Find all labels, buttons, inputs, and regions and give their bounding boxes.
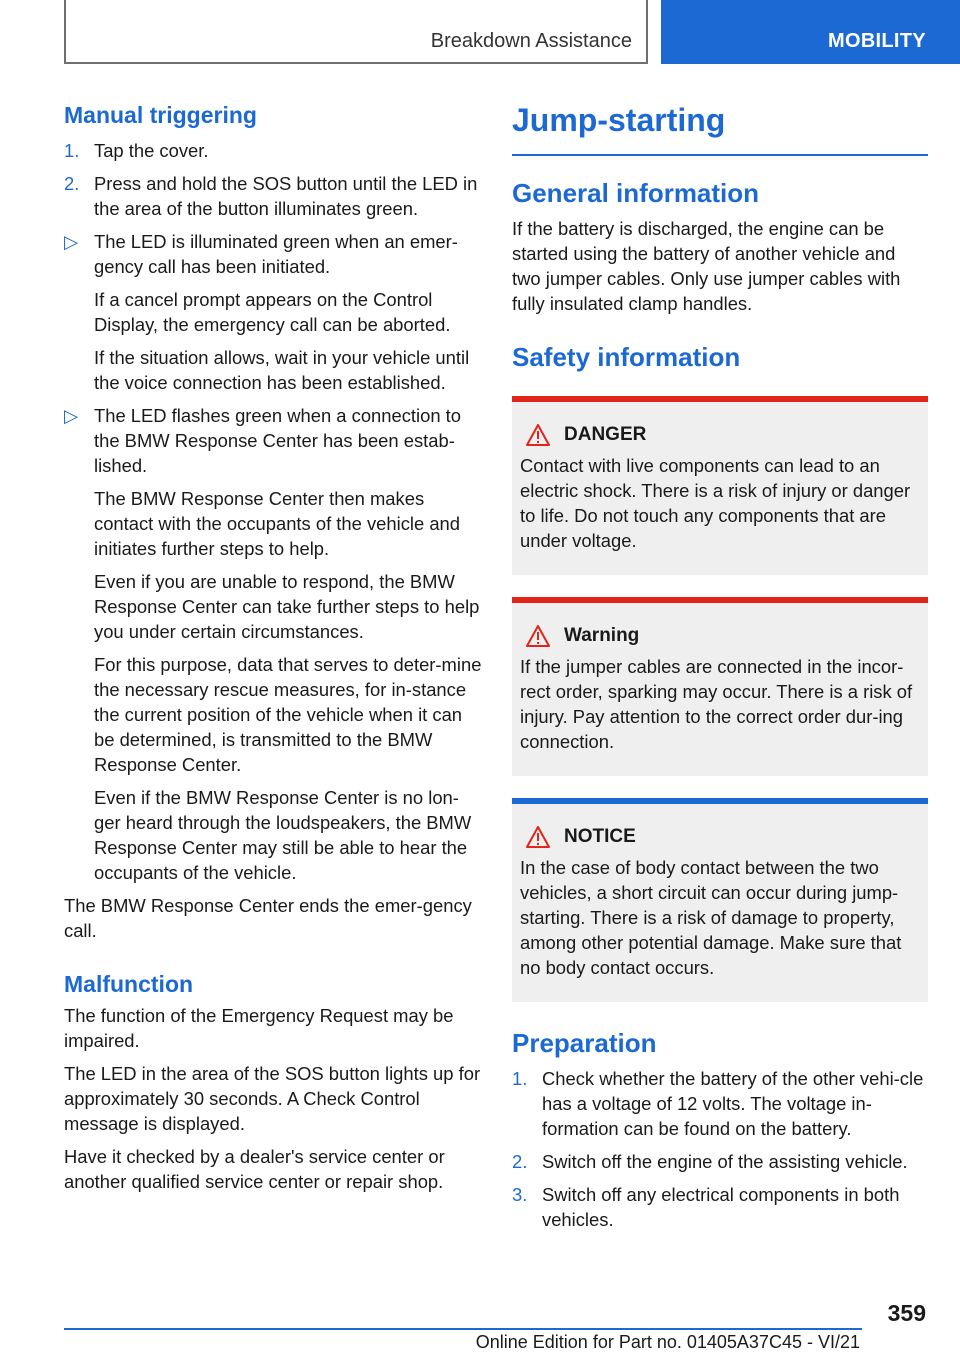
bullet-subtext: If the situation allows, wait in your vehicle until the voice connection has been established. xyxy=(94,347,470,393)
malfunction-paragraph: The function of the Emergency Request may be impaired. xyxy=(64,1005,454,1051)
step-text: Tap the cover. xyxy=(94,140,209,161)
malfunction-paragraph: The LED in the area of the SOS button lights up for approximately 30 seconds. A Check Control message is displayed. xyxy=(64,1063,481,1134)
notice-text: In the case of body contact between the two vehicles, a short circuit can occur during jump-starting. There is a risk of damage to property, among other potential damage. Make sure that no body contact occurs. xyxy=(520,857,902,978)
bullet-subtext: Even if you are unable to respond, the BMW Response Center can take further steps to help you under certain circumstances. xyxy=(94,571,480,642)
bullet-subtext: If a cancel prompt appears on the Control Display, the emergency call can be aborted. xyxy=(94,289,451,335)
step-text: Press and hold the SOS button until the LED in the area of the button illuminates green. xyxy=(94,173,478,219)
notice-text: Contact with live components can lead to an electric shock. There is a risk of injury or danger to life. Do not touch any components that are under voltage. xyxy=(520,455,911,551)
edition-text: Online Edition for Part no. 01405A37C45 - VI/21 xyxy=(475,1332,860,1352)
malfunction-heading: Malfunction xyxy=(64,971,194,997)
warning-triangle-icon xyxy=(526,826,550,848)
step-number: 1. xyxy=(512,1068,528,1089)
bullet-text: The LED is illuminated green when an emer-gency call has been initiated. xyxy=(94,231,458,277)
bullet-subtext: For this purpose, data that serves to deter-mine the necessary rescue measures, for in-stance the current position of the vehicle when it can be determined, is transmitted to the BMW Response Center. xyxy=(94,654,482,775)
jump-starting-title: Jump-starting xyxy=(512,100,928,156)
header-title: Breakdown Assistance xyxy=(430,30,632,52)
step-item xyxy=(64,171,482,221)
general-information-text: If the battery is discharged, the engine can be started using the battery of another vehicle and two jumper cables. Only use jumper cables with fully insulated clamp handles. xyxy=(512,218,901,314)
manual-triggering-heading: Manual triggering xyxy=(64,102,257,128)
step-text: Switch off the engine of the assisting vehicle. xyxy=(542,1151,908,1172)
prep-step-item xyxy=(512,1149,928,1174)
warning-triangle-icon xyxy=(526,625,550,647)
safety-information-heading: Safety information xyxy=(512,342,741,372)
prep-step-item xyxy=(512,1182,928,1232)
prep-step-item xyxy=(512,1066,928,1141)
danger-notice xyxy=(512,396,928,575)
bullet-item xyxy=(64,403,482,885)
left-column xyxy=(64,100,482,1202)
step-number: 2. xyxy=(64,173,80,194)
bullet-subtext: The BMW Response Center then makes contact with the occupants of the vehicle and initiates further steps to help. xyxy=(94,488,460,559)
page-number: 359 xyxy=(887,1300,926,1326)
notice-text: If the jumper cables are connected in the incor-rect order, sparking may occur. There is a risk of injury. Pay attention to the correct order dur-ing connection. xyxy=(520,656,913,752)
step-number: 2. xyxy=(512,1151,528,1172)
warning-notice xyxy=(512,597,928,776)
notice-title: NOTICE xyxy=(564,826,636,847)
bullet-subtext: Even if the BMW Response Center is no lon-ger heard through the loudspeakers, the BMW Response Center may still be able to hear the occupants of the vehicle. xyxy=(94,787,472,883)
right-column xyxy=(512,100,928,1240)
warning-triangle-icon xyxy=(526,424,550,446)
notice-box xyxy=(512,798,928,1002)
ends-call-text: The BMW Response Center ends the emer-gency call. xyxy=(64,895,472,941)
general-information-heading: General information xyxy=(512,178,760,208)
footer-divider xyxy=(64,1328,862,1330)
notice-title: DANGER xyxy=(564,424,647,445)
step-text: Switch off any electrical components in both vehicles. xyxy=(542,1184,900,1230)
step-text: Check whether the battery of the other vehi-cle has a voltage of 12 volts. The voltage in-formation can be found on the battery. xyxy=(542,1068,924,1139)
bullet-arrow-icon: ▷ xyxy=(64,405,79,426)
notice-title: Warning xyxy=(564,625,640,646)
malfunction-paragraph: Have it checked by a dealer's service center or another qualified service center or repair shop. xyxy=(64,1146,445,1192)
preparation-heading: Preparation xyxy=(512,1028,657,1058)
step-number: 3. xyxy=(512,1184,528,1205)
bullet-item xyxy=(64,229,482,395)
section-tab-mobility[interactable]: MOBILITY xyxy=(661,0,960,64)
step-item xyxy=(64,138,482,163)
header-box xyxy=(64,0,648,64)
step-number: 1. xyxy=(64,140,80,161)
bullet-text: The LED flashes green when a connection to the BMW Response Center has been estab-lished. xyxy=(94,405,462,476)
bullet-arrow-icon: ▷ xyxy=(64,231,79,252)
